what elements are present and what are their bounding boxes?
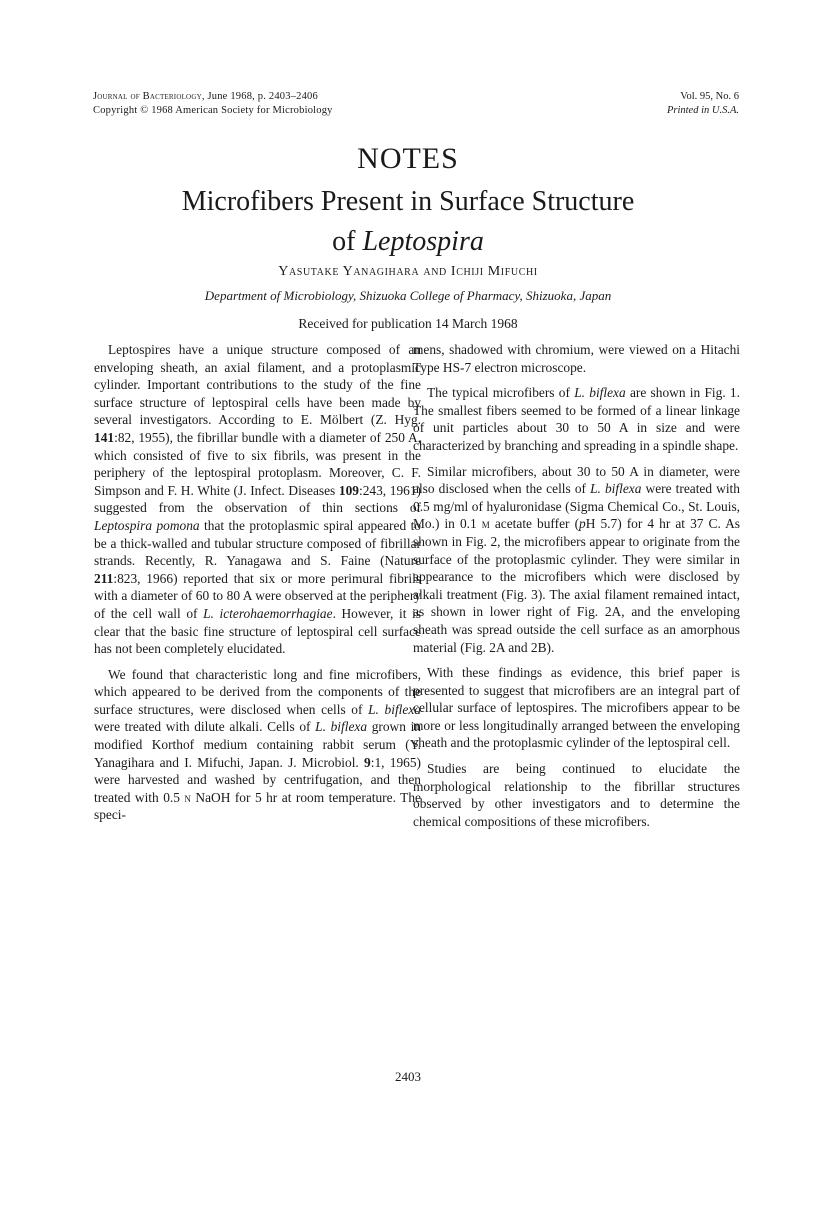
article-title [0, 182, 816, 262]
paragraph-3: The typical microfibers of L. biflexa are shown in Fig. 1. The smallest fibers seemed to be formed of a linear linkage of unit particles about 30 to 50 A in size and were characterized by branching and spreading in a spindle shape. [413, 385, 740, 453]
body-column-right [413, 341, 740, 830]
section-heading: NOTES [357, 142, 459, 175]
title-line-2 [0, 222, 816, 262]
journal-citation [93, 90, 333, 104]
paragraph-6: Studies are being continued to elucidate the morphological relationship to the fibrillar structures observed by other investigators and to determine the chemical compositions of these microfibers. [413, 761, 740, 829]
authors: Yasutake Yanagihara and Ichiji Mifuchi [278, 264, 538, 279]
title-line-1: Microfibers Present in Surface Structure [181, 186, 635, 217]
running-header-left [93, 90, 333, 118]
paragraph-4: Similar microfibers, about 30 to 50 A in diameter, were also disclosed when the cells of L. biflexa were treated with 0.5 mg/ml of hyaluronidase (Sigma Chemical Co., St. Louis, Mo.) in 0.1 m acetate buffer (pH 5.7) for 4 hr at 37 C. As shown in Fig. 2, the microfibers appear to originate from the surface of the protoplasmic cylinder. They were similar in appearance to the microfibers which were disclosed by alkali treatment (Fig. 3). The axial filament remained intact, as shown in lower right of Fig. 2A, and the enveloping sheath was spread outside the cell surface as an amorphous material (Fig. 2A and 2B). [413, 463, 741, 655]
affiliation: Department of Microbiology, Shizuoka College of Pharmacy, Shizuoka, Japan [204, 288, 612, 303]
volume-line: Vol. 95, No. 6 [680, 91, 739, 102]
printed-line: Printed in U.S.A. [666, 105, 739, 116]
paragraph-2: We found that characteristic long and fine microfibers, which appeared to be derived from the components of the surface structures, were disclosed when cells of L. biflexa were treated with dilute alkali. Cells of L. biflexa grown in modified Korthof medium containing rabbit serum (Y. Yanagihara and I. Mifuchi, Japan. J. Microbiol. 9:1, 1965) were harvested and washed by centrifugation, and then treated with 0.5 n NaOH for 5 hr at room temperature. The speci- [94, 666, 422, 823]
paragraph-5: With these findings as evidence, this brief paper is presented to suggest that microfibers are an integral part of cellular surface of leptospires. The microfibers appear to be more or less longitudinally arranged between the enveloping sheath and the protoplasmic cylinder of the leptospiral cell. [413, 665, 740, 751]
received-date: Received for publication 14 March 1968 [298, 316, 518, 331]
body-column-left [94, 341, 421, 824]
issue-line: , June 1968, p. 2403–2406 [201, 91, 318, 102]
paragraph-1: Leptospires have a unique structure composed of an enveloping sheath, an axial filament, and a protoplasmic cylinder. Important contributions to the study of the fine surface structure of leptospiral cells have been made by several investigators. According to E. Mölbert (Z. Hyg. 141:82, 1955), the fibrillar bundle with a diameter of 250 A, which consisted of five to six fibrils, was present in the periphery of the leptospiral protoplasm. Moreover, C. F. Simpson and F. H. White (J. Infect. Diseases 109:243, 1961) suggested from the observation of thin sections of Leptospira pomona that the protoplasmic spiral appeared to be a thick-walled and tubular structure composed of fibrillar strands. Recently, R. Yanagawa and S. Faine (Nature 211:823, 1966) reported that six or more perimural fibrils with a diameter of 60 to 80 A were observed at the periphery of the cell wall of L. icterohaemorrhagiae. However, it is clear that the basic fine structure of leptospiral cell surface has not been completely elucidated. [94, 342, 421, 657]
running-header-right [667, 90, 739, 118]
copyright-line: Copyright © 1968 American Society for Microbiology [93, 105, 333, 116]
paragraph-2-continued: mens, shadowed with chromium, were viewed on a Hitachi Type HS-7 electron microscope. [413, 342, 740, 375]
journal-name: Journal of Bacteriology [93, 91, 202, 102]
page-number: 2403 [395, 1069, 421, 1084]
title-line-2-prefix: of [332, 226, 363, 257]
title-genus: Leptospira [362, 226, 484, 257]
